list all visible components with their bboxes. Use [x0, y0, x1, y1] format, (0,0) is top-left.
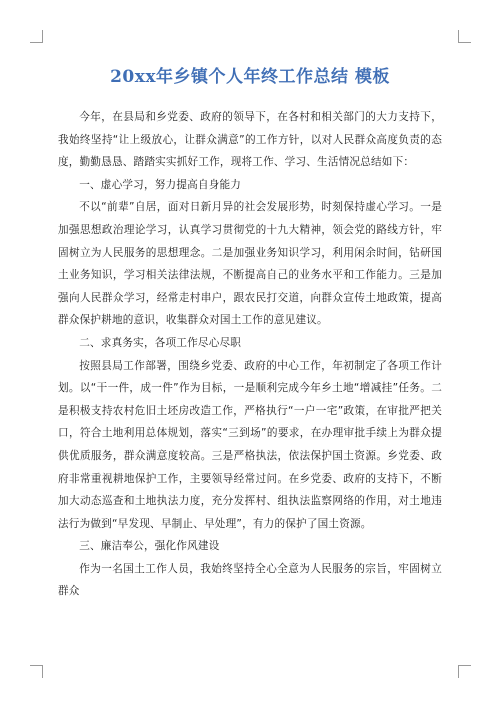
section-body-1: 不以“前辈”自居，面对日新月异的社会发展形势，时刻保持虚心学习。一是加强思想政治理论学习，认真学习贯彻党的十九大精神，领会党的路线方针，牢固树立为人民服务的思想理念。二是加强业务知识学习，利用闲余时间，钻研国土业务知识，学习相关法律法规，不断提高自己的业务水平和工作能力。三是加强向人民群众学习，经常走村串户，跟农民打交道，向群众宣传土地政策，提高群众保护耕地的意识，收集群众对国土工作的意见建议。 [58, 201, 442, 327]
crop-mark-bottom-right [458, 665, 471, 678]
section-heading-2: 二、求真务实，各项工作尽心尽职 [79, 336, 242, 349]
intro-paragraph: 今年，在县局和乡党委、政府的领导下，在各村和相关部门的大力支持下，我始终坚持“让上级放心，让群众满意”的工作方针，以对人民群众高度负责的态度，勤勤恳恳、踏踏实实抓好工作，现将工作、学习、生活情况总结如下： [58, 111, 442, 169]
document-title: 20xx年乡镇个人年终工作总结 模板 [110, 67, 390, 87]
crop-mark-top-right [458, 30, 471, 43]
crop-mark-bottom-left [30, 665, 43, 678]
section-heading-1: 一、虚心学习，努力提高自身能力 [79, 178, 242, 191]
section-body-3: 作为一名国土工作人员，我始终坚持全心全意为人民服务的宗旨，牢固树立群众 [58, 562, 442, 598]
section-body-2: 按照县局工作部署，围绕乡党委、政府的中心工作，年初制定了各项工作计划。以“干一件，成一件”作为目标，一是顺利完成今年乡土地“增减挂”任务。二是积极支持农村危旧土坯房改造工作，严格执行“一户一宅”政策，在审批严把关口，符合土地利用总体规划，落实“三到场”的要求，在办理审批手续上为群众提供优质服务，群众满意度较高。三是严格执法，依法保护国土资源。乡党委、政府非常重视耕地保护工作，主要领导经常过问。在乡党委、政府的支持下，不断加大动态巡查和土地执法力度，充分发挥村、组执法监察网络的作用，对土地违法行为做到“早发现、早制止、早处理”，有力的保护了国土资源。 [58, 359, 442, 530]
crop-mark-top-left [30, 30, 43, 43]
document-body [58, 106, 442, 603]
section-heading-3: 三、廉洁奉公，强化作风建设 [79, 540, 220, 553]
